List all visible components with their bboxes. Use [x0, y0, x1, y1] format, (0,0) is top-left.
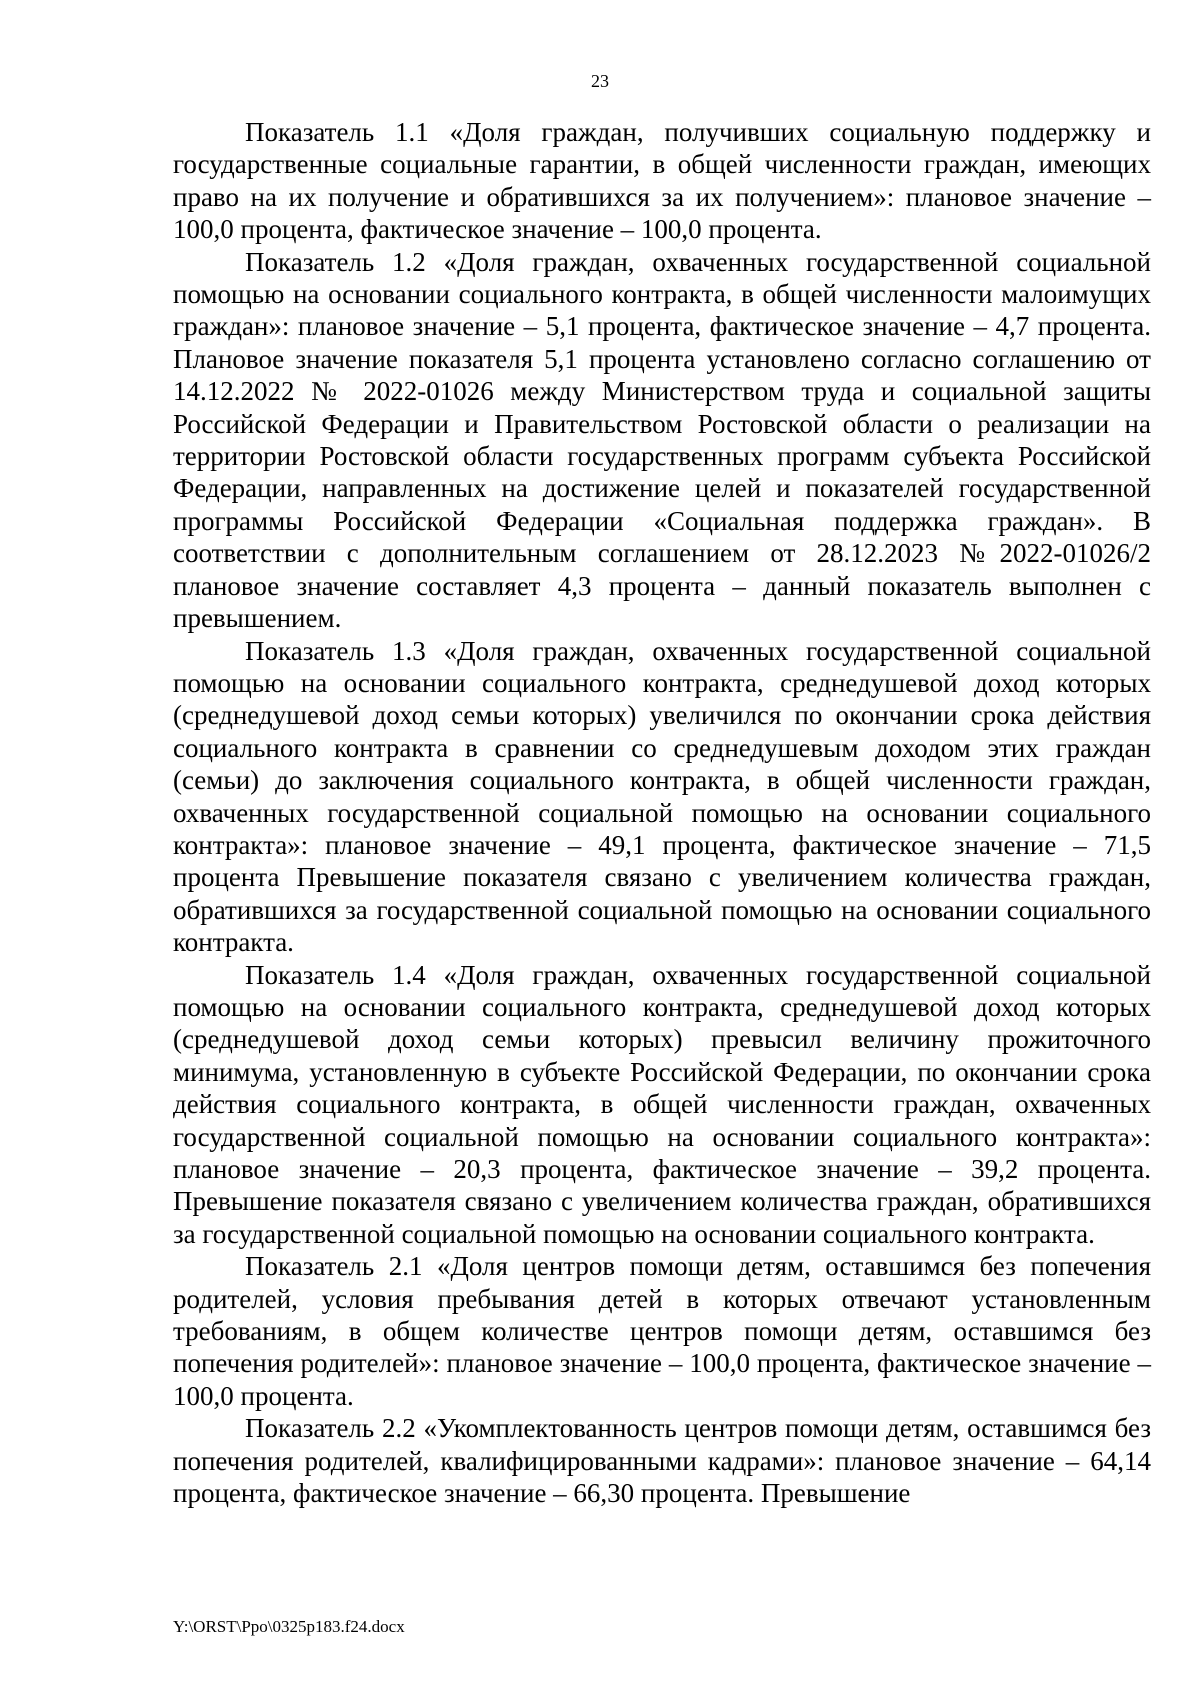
paragraph-indicator-1-3: Показатель 1.3 «Доля граждан, охваченных государственной социальной помощью на основании социального контракта, среднедушевой доход которых (среднедушевой доход семьи которых) увеличился по окончании срока действия социального контракта в сравнении со среднедушевым доходом этих граждан (семьи) до заключения социального контракта, в общей численности граждан, охваченных государственной социальной помощью на основании социального контракта»: плановое значение – 49,1 процента, фактическое значение – 71,5 процента Превышение показателя связано с увеличением количества граждан, обратившихся за государственной социальной помощью на основании социального контракта. [173, 635, 1151, 958]
paragraph-indicator-2-2: Показатель 2.2 «Укомплектованность центров помощи детям, оставшимся без попечения родителей, квалифицированными кадрами»: плановое значение – 64,14 процента, фактическое значение – 66,30 процента. Превышение [173, 1413, 1151, 1509]
paragraph-indicator-2-1: Показатель 2.1 «Доля центров помощи детям, оставшимся без попечения родителей, условия пребывания детей в которых отвечают установленным требованиям, в общем количестве центров помощи детям, оставшимся без попечения родителей»: плановое значение – 100,0 процента, фактическое значение – 100,0 процента. [173, 1251, 1151, 1411]
paragraph-indicator-1-1: Показатель 1.1 «Доля граждан, получивших социальную поддержку и государственные социальные гарантии, в общей численности граждан, имеющих право на их получение и обратившихся за их получением»: плановое значение – 100,0 процента, фактическое значение – 100,0 процента. [173, 117, 1151, 245]
page-number: 23 [591, 71, 609, 91]
paragraph-indicator-1-4: Показатель 1.4 «Доля граждан, охваченных государственной социальной помощью на основании социального контракта, среднедушевой доход которых (среднедушевой доход семьи которых) превысил величину прожиточного минимума, установленную в субъекте Российской Федерации, по окончании срока действия социального контракта, в общей численности граждан, охваченных государственной социальной помощью на основании социального контракта»: плановое значение – 20,3 процента, фактическое значение – 39,2 процента. Превышение показателя связано с увеличением количества граждан, обратившихся за государственной социальной помощью на основании социального контракта. [173, 959, 1151, 1249]
document-body [173, 116, 1151, 1509]
paragraph-indicator-1-2: Показатель 1.2 «Доля граждан, охваченных государственной социальной помощью на основании социального контракта, в общей численности малоимущих граждан»: плановое значение – 5,1 процента, фактическое значение – 4,7 процента. Плановое значение показателя 5,1 процента установлено согласно соглашению от 14.12.2022 № 2022-01026 между Министерством труда и социальной защиты Российской Федерации и Правительством Ростовской области о реализации на территории Ростовской области государственных программ субъекта Российской Федерации, направленных на достижение целей и показателей государственной программы Российской Федерации «Социальная поддержка граждан». В соответствии с дополнительным соглашением от 28.12.2023 №2022-01026/2 плановое значение составляет 4,3 процента – данный показатель выполнен с превышением. [173, 246, 1151, 634]
footer-file-path: Y:\ORST\Ppo\0325p183.f24.docx [173, 1617, 405, 1636]
